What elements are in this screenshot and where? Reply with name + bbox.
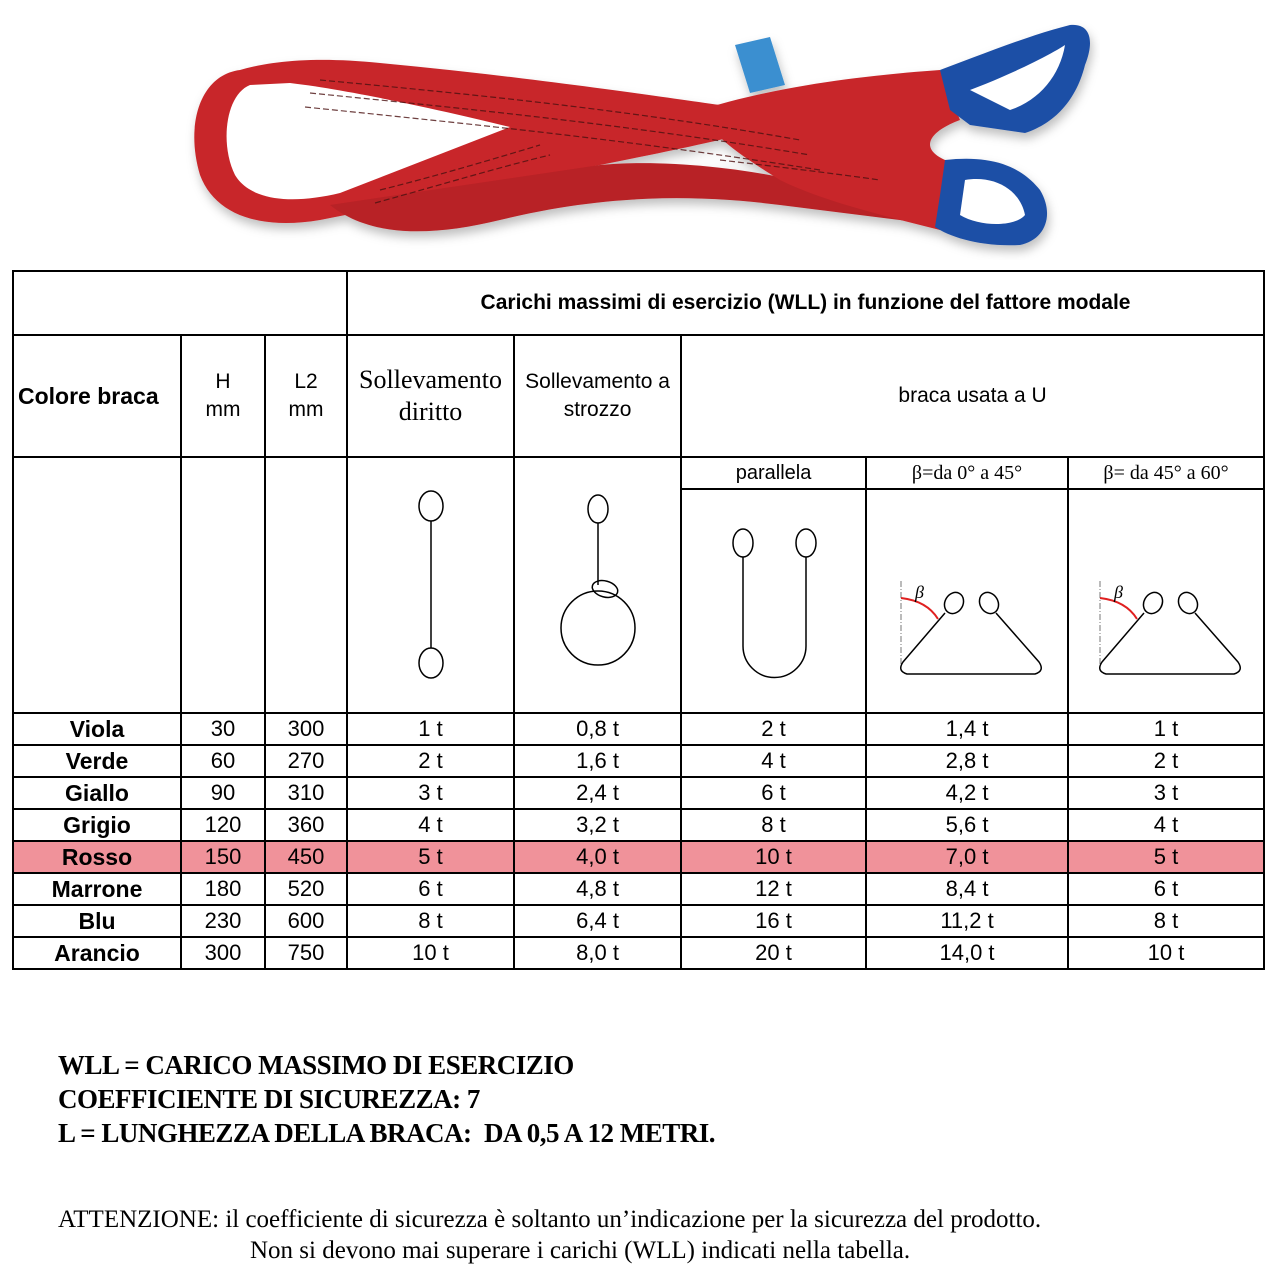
header-l2 [265,335,347,457]
header-choke-line1: Sollevamento a [525,370,670,393]
cell-choke: 4,8 t [514,873,681,905]
cell-h: 90 [181,777,265,809]
cell-straight: 1 t [347,713,514,745]
header-straight-lift [347,335,514,457]
wll-spec-table [12,270,1265,970]
cell-l2: 360 [265,809,347,841]
cell-angle-0-45: 7,0 t [866,841,1068,873]
cell-choke: 2,4 t [514,777,681,809]
cell-l2: 750 [265,937,347,969]
cell-choke: 8,0 t [514,937,681,969]
table-row-blu [13,905,1264,937]
header-u-group: braca usata a U [681,335,1264,457]
header-choke-line2: strozzo [563,398,632,421]
cell-straight: 2 t [347,745,514,777]
cell-h: 120 [181,809,265,841]
table-title: Carichi massimi di esercizio (WLL) in funzione del fattore modale [347,271,1264,335]
diagram-cell-angle-0-45 [866,489,1068,713]
cell-parallel: 16 t [681,905,866,937]
warning-block [58,1204,1041,1266]
cell-choke: 6,4 t [514,905,681,937]
cell-straight: 6 t [347,873,514,905]
warning-line-1: ATTENZIONE: il coefficiente di sicurezza è soltanto un’indicazione per la sicurezza del prodotto. [58,1206,1042,1233]
cell-angle-0-45: 11,2 t [866,905,1068,937]
cell-angle-45-60: 5 t [1068,841,1264,873]
table-row-viola [13,713,1264,745]
cell-choke: 3,2 t [514,809,681,841]
cell-l2: 270 [265,745,347,777]
cell-choke: 4,0 t [514,841,681,873]
cell-straight: 8 t [347,905,514,937]
cell-straight: 4 t [347,809,514,841]
diagram-cell-angle-45-60 [1068,489,1264,713]
header-straight-line2: diritto [398,397,463,426]
cell-angle-0-45: 8,4 t [866,873,1068,905]
cell-parallel: 10 t [681,841,866,873]
sling-product-image [180,15,1100,260]
cell-l2: 450 [265,841,347,873]
cell-angle-0-45: 4,2 t [866,777,1068,809]
cell-l2: 600 [265,905,347,937]
header-l2-unit: mm [288,398,324,421]
header-h-label: H [215,370,231,393]
cell-l2: 300 [265,713,347,745]
note-wll-definition: WLL = CARICO MASSIMO DI ESERCIZIO [58,1050,574,1080]
cell-choke: 0,8 t [514,713,681,745]
cell-angle-45-60: 4 t [1068,809,1264,841]
header-h [181,335,265,457]
cell-angle-45-60: 6 t [1068,873,1264,905]
diagram-cell-straight [347,457,514,713]
straight-lift-diagram-icon [401,490,461,680]
cell-choke: 1,6 t [514,745,681,777]
cell-color-name: Viola [13,713,181,745]
cell-angle-0-45: 5,6 t [866,809,1068,841]
header-choke-lift [514,335,681,457]
cell-parallel: 2 t [681,713,866,745]
diagram-blank-h [181,457,265,713]
cell-parallel: 8 t [681,809,866,841]
cell-color-name: Grigio [13,809,181,841]
diagram-blank-l2 [265,457,347,713]
cell-h: 300 [181,937,265,969]
cell-angle-0-45: 2,8 t [866,745,1068,777]
cell-h: 30 [181,713,265,745]
table-row-marrone [13,873,1264,905]
header-straight-line1: Sollevamento [359,365,503,394]
cell-parallel: 6 t [681,777,866,809]
cell-parallel: 20 t [681,937,866,969]
cell-straight: 3 t [347,777,514,809]
choke-lift-diagram-icon [553,490,643,680]
cell-l2: 310 [265,777,347,809]
u-angle-45-60-diagram-icon [1086,576,1246,696]
header-u-parallel: parallela [681,457,866,489]
cell-angle-45-60: 8 t [1068,905,1264,937]
blank-corner-cell [13,271,347,335]
table-row-arancio [13,937,1264,969]
note-safety-factor: COEFFICIENTE DI SICUREZZA: 7 [58,1084,480,1114]
cell-color-name: Verde [13,745,181,777]
cell-straight: 10 t [347,937,514,969]
diagram-cell-parallel [681,489,866,713]
diagram-blank-color [13,457,181,713]
cell-parallel: 12 t [681,873,866,905]
cell-h: 150 [181,841,265,873]
cell-l2: 520 [265,873,347,905]
cell-color-name: Arancio [13,937,181,969]
cell-color-name: Marrone [13,873,181,905]
table-row-rosso-highlighted [13,841,1264,873]
u-parallel-diagram-icon [724,516,824,686]
notes-block [58,1048,715,1150]
cell-angle-45-60: 3 t [1068,777,1264,809]
cell-straight: 5 t [347,841,514,873]
cell-h: 180 [181,873,265,905]
cell-h: 60 [181,745,265,777]
table-row-giallo [13,777,1264,809]
header-u-45-60: β= da 45° a 60° [1068,457,1264,489]
header-h-unit: mm [205,398,241,421]
header-color: Colore braca [13,335,181,457]
header-u-0-45: β=da 0° a 45° [866,457,1068,489]
warning-line-2: Non si devono mai superare i carichi (WLL) indicati nella tabella. [250,1237,911,1264]
cell-color-name: Blu [13,905,181,937]
diagram-cell-choke [514,457,681,713]
table-row-verde [13,745,1264,777]
beta-label: β [1114,582,1123,602]
cell-color-name: Giallo [13,777,181,809]
header-l2-label: L2 [294,370,318,393]
beta-label: β [915,582,924,602]
cell-angle-45-60: 1 t [1068,713,1264,745]
cell-angle-0-45: 14,0 t [866,937,1068,969]
cell-parallel: 4 t [681,745,866,777]
cell-h: 230 [181,905,265,937]
cell-angle-45-60: 2 t [1068,745,1264,777]
cell-angle-45-60: 10 t [1068,937,1264,969]
table-row-grigio [13,809,1264,841]
cell-angle-0-45: 1,4 t [866,713,1068,745]
cell-color-name: Rosso [13,841,181,873]
note-sling-length: L = LUNGHEZZA DELLA BRACA: DA 0,5 A 12 METRI. [58,1118,716,1148]
u-angle-0-45-diagram-icon [887,576,1047,696]
